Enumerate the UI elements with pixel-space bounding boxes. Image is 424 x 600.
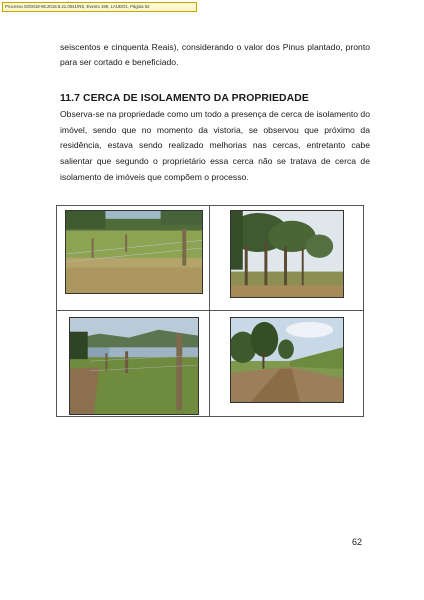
- body-paragraph-2: Observa-se na propriedade como um todo a presença de cerca de isolamento do imóvel, sendo que no momento da vistoria, se observou que próximo da residência, estava sendo realizado melhorias nas cercas, entretanto cabe salientar que segundo o proprietário essa cerca não se tratava de cerca de isolamento de imóveis que compõem o processo.: [60, 109, 370, 182]
- photo-grid: [56, 205, 364, 417]
- photo-cell: [57, 311, 210, 416]
- fence-photo: [65, 210, 203, 294]
- lake-fence-photo: [69, 317, 199, 415]
- section-heading: 11.7 CERCA DE ISOLAMENTO DA PROPRIEDADE: [60, 93, 309, 104]
- trees-photo: [230, 210, 344, 298]
- page-number: 62: [352, 537, 363, 547]
- document-stamp: Processo 02/0018-96.2018.8.21.0041/RS, Evento 190, LAUDO1, Página 62: [2, 2, 197, 12]
- photo-cell: [210, 311, 363, 416]
- photo-cell: [210, 206, 363, 311]
- road-photo: [230, 317, 344, 403]
- body-paragraph-1: seiscentos e cinquenta Reais), considerando o valor dos Pinus plantado, pronto para ser cortado e beneficiado.: [60, 42, 370, 67]
- photo-cell: [57, 206, 210, 311]
